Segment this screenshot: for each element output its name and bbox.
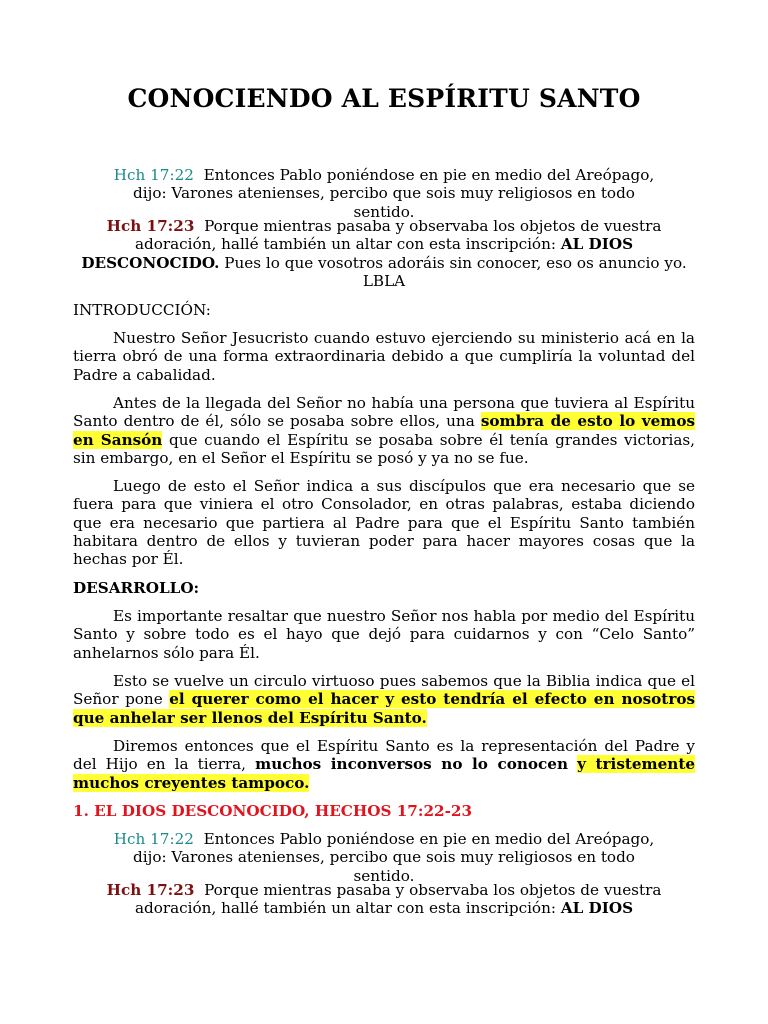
development-paragraph-2 xyxy=(73,672,695,727)
development-paragraph-3 xyxy=(73,737,695,792)
verse-hch-17-22 xyxy=(73,166,695,221)
section-title: EL DIOS DESCONOCIDO, HECHOS 17:22-23 xyxy=(94,802,473,820)
verse-text: Porque mientras pasaba y observaba los objetos de vuestra adoración, hallé también un altar con esta inscripción: xyxy=(134,217,662,254)
document-title: CONOCIENDO AL ESPÍRITU SANTO xyxy=(127,84,641,113)
bible-version: LBLA xyxy=(362,271,406,290)
verse-reference: Hch 17:23 xyxy=(106,217,195,235)
development-heading: DESARROLLO: xyxy=(73,579,200,597)
verse-inscription: AL DIOS DESCONOCIDO. xyxy=(81,235,634,272)
intro-heading: INTRODUCCIÓN: xyxy=(73,301,211,319)
verse-hch-17-23-repeat xyxy=(73,881,695,918)
verse-inscription: AL DIOS xyxy=(560,899,634,918)
development-paragraph-1: Es importante resaltar que nuestro Señor nos habla por medio del Espíritu Santo y sobre todo es el hayo que dejó para cuidarnos y con “Celo Santo” anhelarnos sólo para Él. xyxy=(73,607,695,662)
highlighted-text: y tristemente muchos creyentes tampoco. xyxy=(73,755,696,792)
verse-hch-17-23 xyxy=(73,217,695,290)
verse-text: Entonces Pablo poniéndose en pie en medio del Areópago, dijo: Varones atenienses, percibo que sois muy religiosos en todo sentido. xyxy=(133,166,655,221)
verse-reference: Hch 17:22 xyxy=(113,830,194,848)
verse-text: Porque mientras pasaba y observaba los objetos de vuestra adoración, hallé también un altar con esta inscripción: xyxy=(134,881,662,918)
paragraph-text: Esto se vuelve un circulo virtuoso pues sabemos que la Biblia indica que el Señor pone xyxy=(73,672,695,709)
intro-paragraph-3: Luego de esto el Señor indica a sus discípulos que era necesario que se fuera para que viniera el otro Consolador, en otras palabras, estaba diciendo que era necesario que partiera al Padre para que el Espíritu Santo también habitara dentro de ellos y tuvieran poder para hacer mayores cosas que la hechas por Él. xyxy=(73,477,695,569)
intro-paragraph-1: Nuestro Señor Jesucristo cuando estuvo ejerciendo su ministerio acá en la tierra obró de una forma extraordinaria debido a que cumpliría la voluntad del Padre a cabalidad. xyxy=(73,329,695,384)
bold-text: muchos inconversos no lo conocen xyxy=(255,755,569,774)
verse-reference: Hch 17:23 xyxy=(106,881,195,899)
highlighted-text: sombra de esto lo vemos en Sansón xyxy=(73,412,695,449)
paragraph-text: que cuando el Espíritu se posaba sobre él tenía grandes victorias, sin embargo, en el Señor el Espíritu se posó y ya no se fue. xyxy=(73,430,696,467)
section-number: 1. xyxy=(73,802,89,820)
verse-text: Pues lo que vosotros adoráis sin conocer, eso os anuncio yo. xyxy=(224,253,687,272)
paragraph-text: Diremos entonces que el Espíritu Santo es la representación del Padre y del Hijo en la tierra, xyxy=(73,737,695,774)
paragraph-text: Antes de la llegada del Señor no había una persona que tuviera al Espíritu Santo dentro de él, sólo se posaba sobre ellos, una xyxy=(73,394,695,431)
verse-reference: Hch 17:22 xyxy=(113,166,194,184)
intro-paragraph-2 xyxy=(73,394,695,467)
verse-text: Entonces Pablo poniéndose en pie en medio del Areópago, dijo: Varones atenienses, percibo que sois muy religiosos en todo sentido. xyxy=(133,830,655,885)
section-1-heading xyxy=(73,802,695,820)
verse-hch-17-22-repeat xyxy=(73,830,695,885)
highlighted-text: el querer como el hacer y esto tendría el efecto en nosotros que anhelar ser llenos del Espíritu Santo. xyxy=(73,690,696,727)
